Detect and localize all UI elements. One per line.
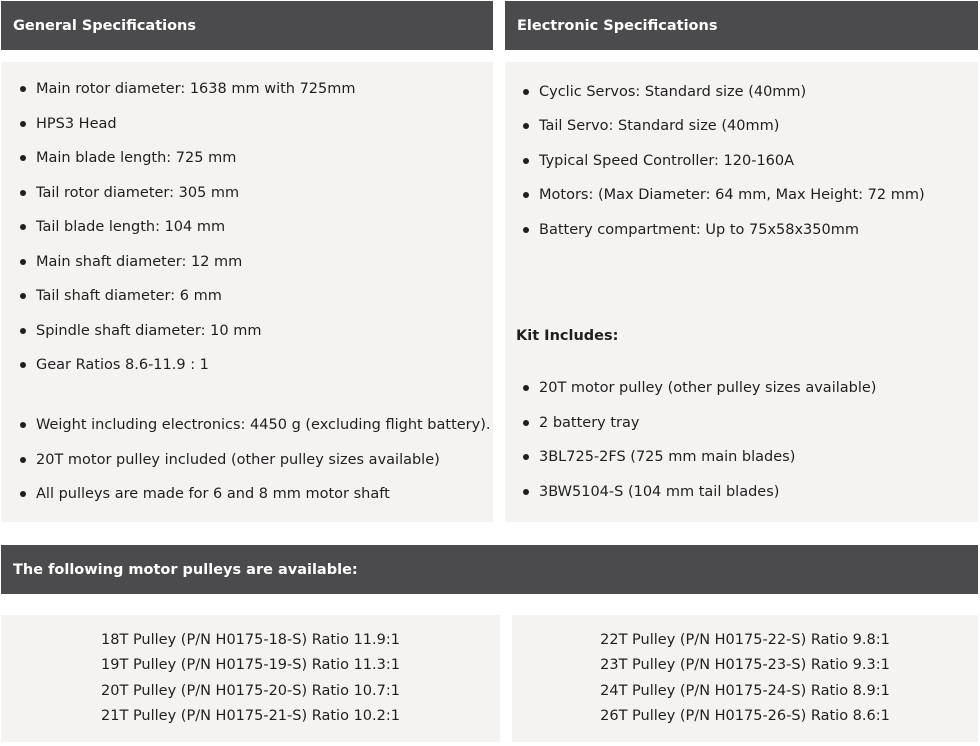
spec-item-text: Tail blade length: 104 mm [36, 219, 226, 235]
spec-item-text: Main shaft diameter: 12 mm [36, 254, 243, 270]
spec-item-text: Tail Servo: Standard size (40mm) [539, 118, 780, 134]
pulley-row: 23T Pulley (P/N H0175-23-S) Ratio 9.3:1 [600, 657, 890, 673]
spec-item-text: Main rotor diameter: 1638 mm with 725mm [36, 81, 356, 97]
spec-item [20, 218, 225, 236]
spec-item [20, 149, 236, 167]
spec-item-text: HPS3 Head [36, 116, 117, 132]
bullet-icon [523, 489, 529, 495]
kit-item-text: 3BW5104-S (104 mm tail blades) [539, 484, 780, 500]
pulley-list-right [512, 615, 978, 742]
spec-item-text: Gear Ratios 8.6-11.9 : 1 [36, 357, 209, 373]
pulley-row: 22T Pulley (P/N H0175-22-S) Ratio 9.8:1 [600, 632, 890, 648]
pulley-list-left [1, 615, 500, 742]
general-specifications-header [1, 1, 493, 50]
pulley-row: 20T Pulley (P/N H0175-20-S) Ratio 10.7:1 [101, 683, 400, 699]
spec-item-text: Cyclic Servos: Standard size (40mm) [539, 84, 807, 100]
pulley-row: 26T Pulley (P/N H0175-26-S) Ratio 8.6:1 [600, 708, 890, 724]
electronic-specifications-panel [505, 62, 978, 522]
kit-includes-heading: Kit Includes: [516, 328, 619, 344]
bullet-icon [20, 190, 26, 196]
spec-item-text: Spindle shaft diameter: 10 mm [36, 323, 262, 339]
kit-item [523, 483, 779, 501]
kit-item-text: 3BL725-2FS (725 mm main blades) [539, 449, 796, 465]
spec-item-text: Main blade length: 725 mm [36, 150, 237, 166]
bullet-icon [20, 457, 26, 463]
spec-item [20, 485, 390, 503]
pulley-panel-left [1, 615, 500, 742]
spec-item-text: 20T motor pulley included (other pulley sizes available) [36, 452, 440, 468]
pulley-panel-right [512, 615, 978, 742]
bullet-icon [20, 491, 26, 497]
spec-item-text: All pulleys are made for 6 and 8 mm motor shaft [36, 486, 390, 502]
electronic-specifications-header [505, 1, 978, 50]
kit-item [523, 448, 795, 466]
pulley-row: 21T Pulley (P/N H0175-21-S) Ratio 10.2:1 [101, 708, 400, 724]
spec-item [20, 115, 117, 133]
kit-item-text: 20T motor pulley (other pulley sizes available) [539, 380, 877, 396]
bullet-icon [20, 224, 26, 230]
spec-item-text: Typical Speed Controller: 120-160A [539, 153, 795, 169]
motor-pulleys-title: The following motor pulleys are available: [13, 561, 358, 578]
kit-includes-list [523, 62, 973, 522]
pulley-row: 19T Pulley (P/N H0175-19-S) Ratio 11.3:1 [101, 657, 400, 673]
bullet-icon [20, 422, 26, 428]
bullet-icon [20, 362, 26, 368]
spec-item [20, 287, 222, 305]
motor-pulleys-header [1, 545, 978, 594]
kit-item [523, 414, 639, 432]
general-specifications-title: General Specifications [13, 17, 197, 34]
bullet-icon [523, 420, 529, 426]
spec-item-text: Tail rotor diameter: 305 mm [36, 185, 240, 201]
bullet-icon [523, 385, 529, 391]
spec-item [20, 356, 209, 374]
spec-item-text: Battery compartment: Up to 75x58x350mm [539, 222, 859, 238]
electronic-specifications-title: Electronic Specifications [517, 17, 718, 34]
bullet-icon [20, 155, 26, 161]
pulley-row: 18T Pulley (P/N H0175-18-S) Ratio 11.9:1 [101, 632, 400, 648]
spec-item [20, 184, 239, 202]
pulley-row: 24T Pulley (P/N H0175-24-S) Ratio 8.9:1 [600, 683, 890, 699]
bullet-icon [20, 259, 26, 265]
spec-item [20, 253, 242, 271]
spec-item-text: Weight including electronics: 4450 g (excluding flight battery). [36, 417, 491, 433]
kit-item [523, 379, 876, 397]
spec-item-text: Tail shaft diameter: 6 mm [36, 288, 222, 304]
general-spec-list [20, 62, 490, 522]
bullet-icon [20, 293, 26, 299]
bullet-icon [20, 121, 26, 127]
spec-item-text: Motors: (Max Diameter: 64 mm, Max Height: 72 mm) [539, 187, 925, 203]
bullet-icon [20, 86, 26, 92]
spec-item [20, 80, 356, 98]
spec-item [20, 451, 440, 469]
kit-item-text: 2 battery tray [539, 415, 640, 431]
spec-item [20, 322, 261, 340]
bullet-icon [20, 328, 26, 334]
spec-item [20, 416, 491, 434]
bullet-icon [523, 454, 529, 460]
general-specifications-panel [1, 62, 493, 522]
